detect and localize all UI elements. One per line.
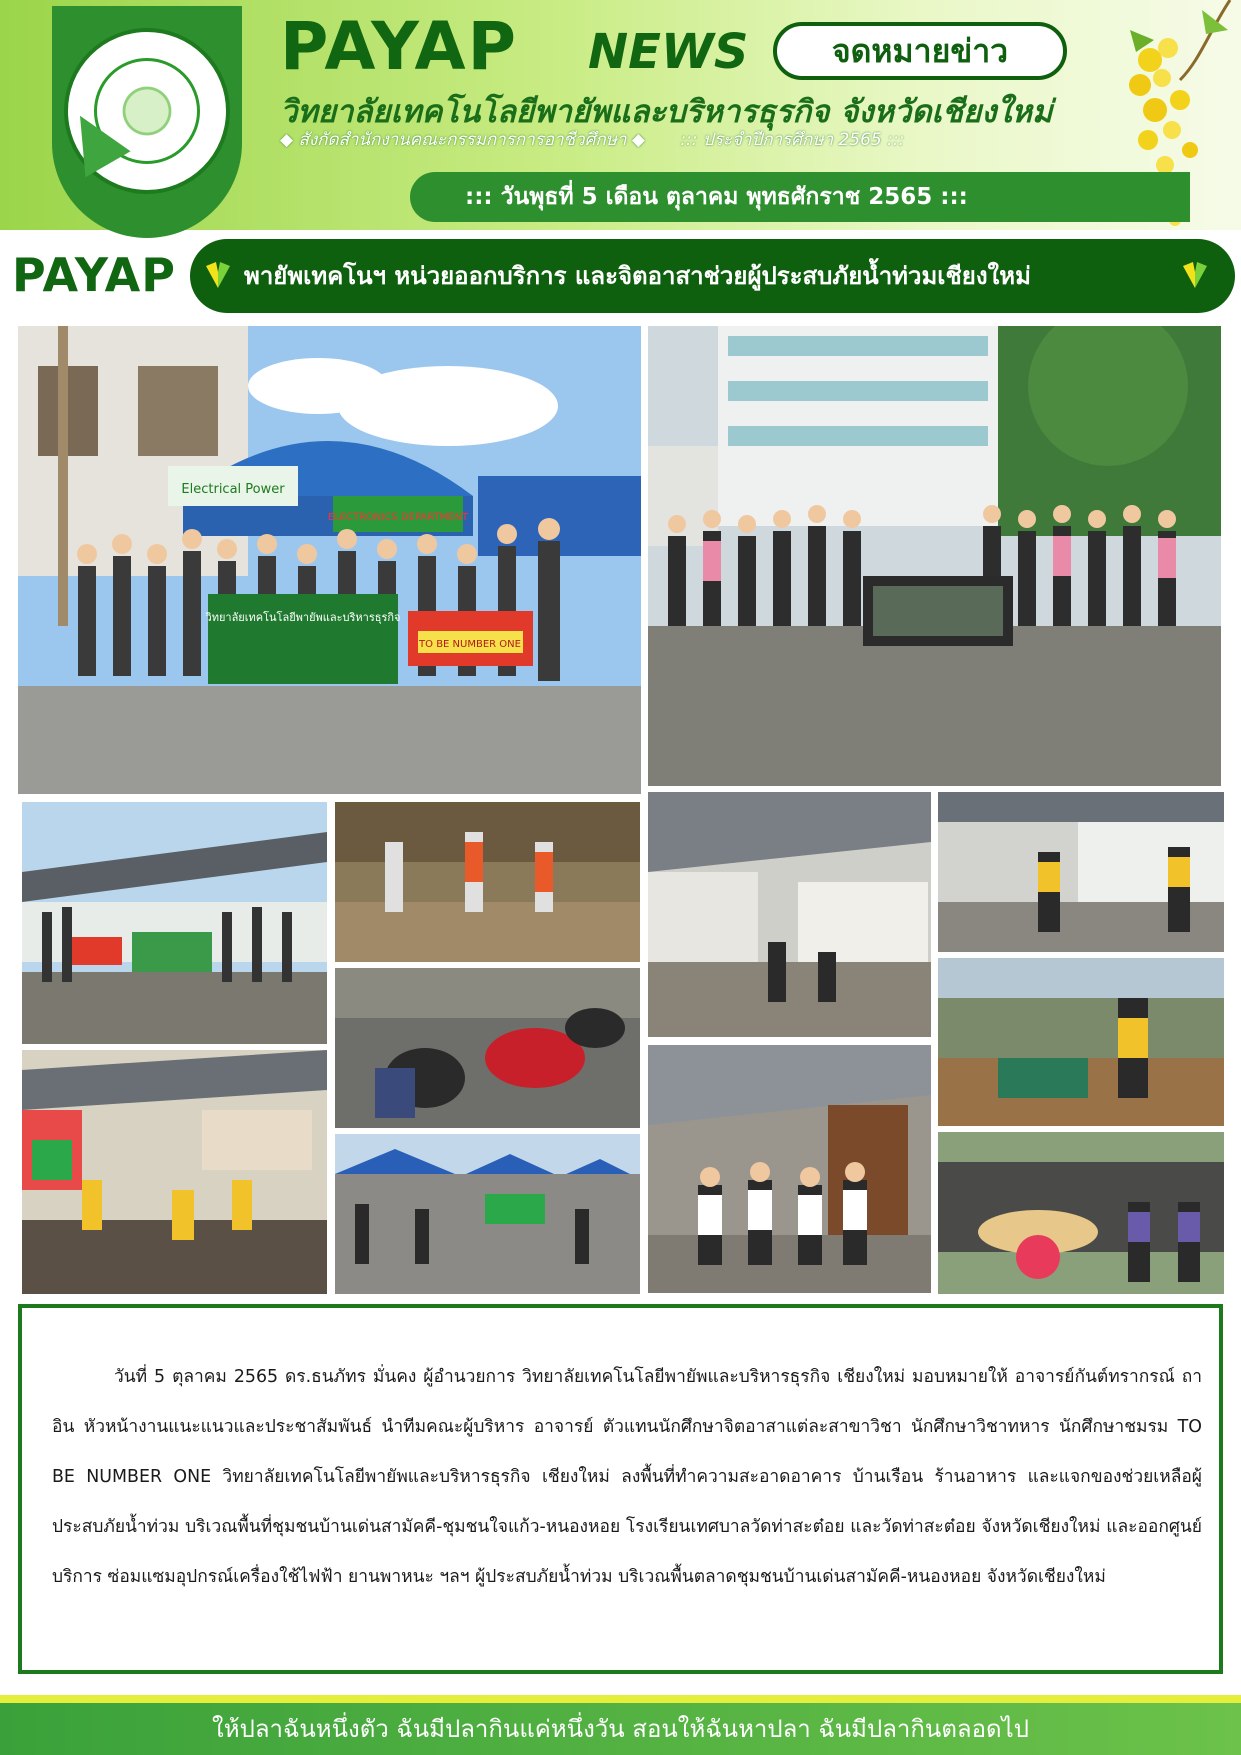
banner-college-text: วิทยาลัยเทคโนโลยีพายัพและบริหารธุรกิจ [205,611,401,624]
photo-flood-cart [938,958,1224,1126]
photo-mud-cleaning [335,802,640,962]
photo-motorcycle-repair [335,968,640,1128]
affiliation-row [280,126,934,153]
story-paragraph: วันที่ 5 ตุลาคม 2565 ดร.ธนภัทร มั่นคง ผู้อำนวยการ วิทยาลัยเทคโนโลยีพายัพและบริหารธุรกิจ เชียงใหม่ มอบหมายให้ อาจารย์กันต์ทรากรณ์ ถาอิน หัวหน้างานแนะแนวและประชาสัมพันธ์ นำทีมคณะผู้บริหาร อาจารย์ ตัวแทนนักศึกษาจิตอาสาแต่ละสาขาวิชา นักศึกษาวิชาทหาร นักศึกษาชมรม TO BE NUMBER ONE วิทยาลัยเทคโนโลยีพายัพและบริหารธุรกิจ เชียงใหม่ ลงพื้นที่ทำความสะอาดอาคาร บ้านเรือน ร้านอาหาร และแจกของช่วยเหลือผู้ประสบภัยน้ำท่วม บริเวณพื้นที่ชุมชนบ้านเด่นสามัคคี-ชุมชนใจแก้ว-หนองหอย โรงเรียนเทศบาลวัดท่าสะต๋อย และวัดท่าสะต๋อย จังหวัดเชียงใหม่ และออกศูนย์บริการ ซ่อมแซมอุปกรณ์เครื่องใช้ไฟฟ้า ยานพาหนะ ฯลฯ ผู้ประสบภัยน้ำท่วม บริเวณพื้นตลาดชุมชนบ้านเด่นสามัคคี-หนองหอย จังหวัดเชียงใหม่ [52,1367,1202,1587]
footer-accent-stripe [0,1695,1241,1703]
brand-title: PAYAP [280,8,519,85]
headline-text: พายัพเทคโนฯ หน่วยออกบริการ และจิตอาสาช่วยผู้ประสบภัยน้ำท่วมเชียงใหม่ [244,262,1031,290]
photo-temple-volunteers [648,1045,931,1293]
photo-playground-cleaning [22,1050,327,1294]
footer-motto: ให้ปลาฉันหนึ่งตัว ฉันมีปลากินแค่หนึ่งวัน สอนให้ฉันหาปลา ฉันมีปลากินตลอดไป [0,1703,1241,1755]
issue-date-bar: ::: วันพุธที่ 5 เดือน ตุลาคม พุทธศักราช 2565 ::: [410,172,1190,222]
tent-sign-text: Electrical Power [181,482,285,497]
photo-house-cleaning [938,792,1224,952]
newsletter-label: จดหมายข่าว [773,22,1067,80]
affiliation-text: ◆ สังกัดสำนักงานคณะกรรมการการอาชีวศึกษา ◆ [280,130,645,150]
academic-year-text: ::: ประจำปีการศึกษา 2565 ::: [680,130,905,150]
leaf-icon [203,258,233,290]
photo-school-group [648,326,1221,786]
side-brand-logo: PAYAP [12,248,176,302]
leaf-icon [1180,258,1210,290]
photo-volunteers-gate [938,1132,1224,1294]
banner-tbno-text: TO BE NUMBER ONE [419,639,521,650]
banner-electronics-text: ELECTRONICS DEPARTMENT [327,512,469,523]
photo-flooded-hall [648,792,931,1037]
photo-service-tents [335,1134,640,1294]
college-name: วิทยาลัยเทคโนโลยีพายัพและบริหารธุรกิจ จังหวัดเชียงใหม่ [280,94,1053,130]
photo-community-group [22,802,327,1044]
brand-news-label: NEWS [588,24,749,80]
photo-group-service-tent [18,326,641,794]
